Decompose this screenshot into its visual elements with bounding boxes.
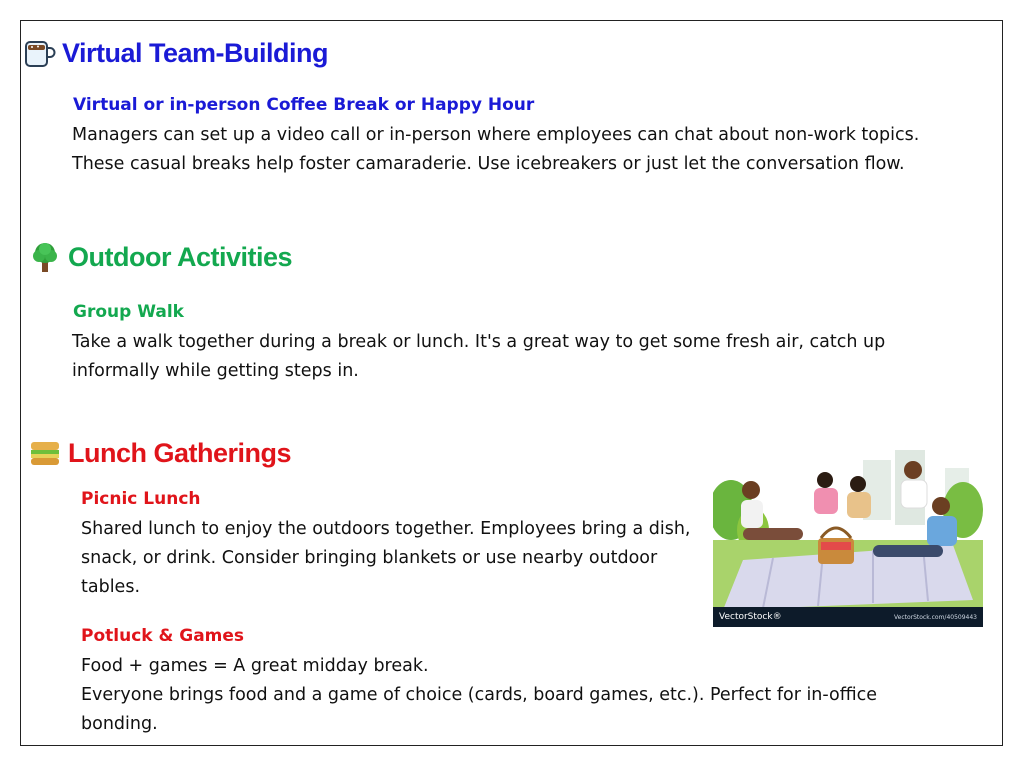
paragraph-line: tables. bbox=[81, 577, 141, 597]
lunch-title-text: Lunch Gatherings bbox=[68, 437, 292, 468]
paragraph-line: These casual breaks help foster camaraderie. Use icebreakers or just let the conversation flow. bbox=[72, 154, 905, 174]
image-watermark bbox=[713, 607, 983, 627]
potluck-subheading: Potluck & Games bbox=[81, 626, 245, 646]
sandwich-icon bbox=[28, 436, 62, 470]
coffee-mug-icon bbox=[22, 36, 56, 70]
watermark-url: VectorStock.com/40509443 bbox=[893, 613, 977, 621]
virtual-paragraph bbox=[72, 121, 919, 179]
paragraph-line: Everyone brings food and a game of choice (cards, board games, etc.). Perfect for in-office bbox=[81, 685, 878, 705]
paragraph-line: Managers can set up a video call or in-person where employees can chat about non-work topics. bbox=[72, 125, 920, 145]
paragraph-line: Shared lunch to enjoy the outdoors together. Employees bring a dish, bbox=[81, 519, 691, 539]
paragraph-line: bonding. bbox=[81, 714, 158, 734]
picnic-subheading: Picnic Lunch bbox=[81, 489, 201, 509]
virtual-section-title bbox=[22, 36, 328, 70]
paragraph-line: snack, or drink. Consider bringing blankets or use nearby outdoor bbox=[81, 548, 658, 568]
picnic-paragraph bbox=[81, 515, 691, 602]
watermark-brand: VectorStock® bbox=[719, 612, 782, 622]
paragraph-line: informally while getting steps in. bbox=[72, 361, 359, 381]
virtual-subheading: Virtual or in-person Coffee Break or Happy Hour bbox=[73, 95, 535, 115]
potluck-paragraph bbox=[81, 652, 877, 739]
outdoor-title-text: Outdoor Activities bbox=[68, 241, 293, 272]
paragraph-line: Take a walk together during a break or lunch. It's a great way to get some fresh air, catch up bbox=[72, 332, 886, 352]
tree-icon bbox=[28, 240, 62, 274]
lunch-section-title bbox=[28, 436, 291, 470]
virtual-title-text: Virtual Team-Building bbox=[62, 37, 329, 68]
outdoor-subheading: Group Walk bbox=[73, 302, 184, 322]
outdoor-paragraph bbox=[72, 328, 885, 386]
picnic-illustration bbox=[713, 450, 983, 627]
outdoor-section-title bbox=[28, 240, 292, 274]
paragraph-line: Food + games = A great midday break. bbox=[81, 656, 429, 676]
